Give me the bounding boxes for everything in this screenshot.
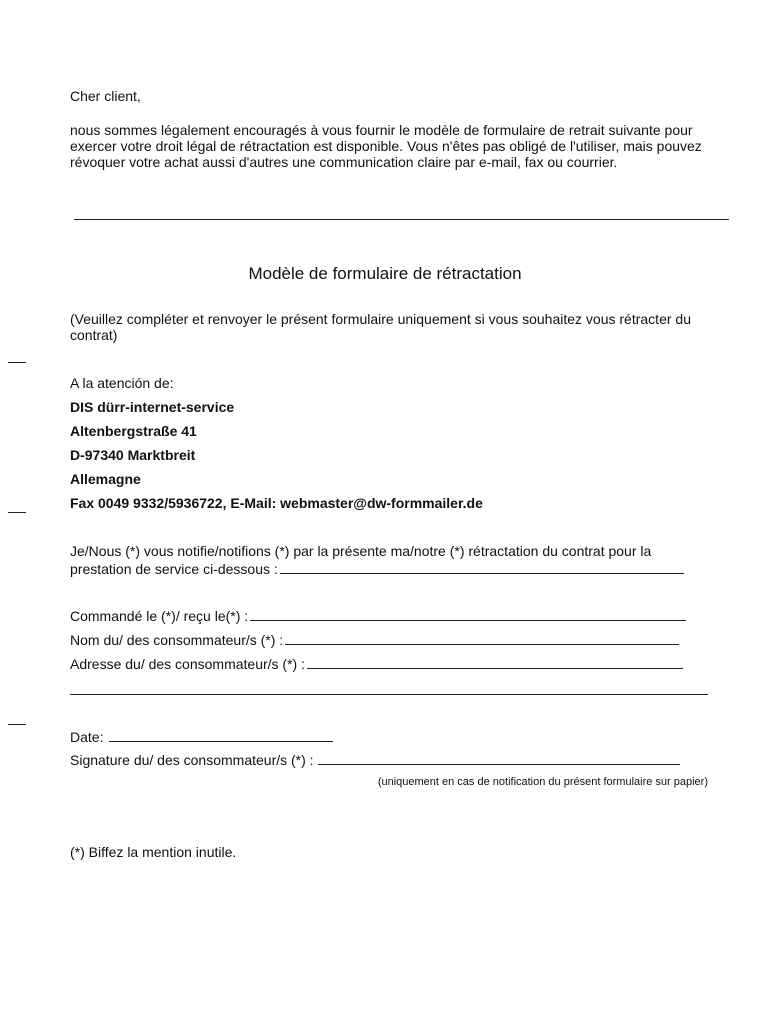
date-row	[70, 728, 333, 745]
city: D-97340 Marktbreit	[70, 447, 196, 463]
country: Allemagne	[70, 471, 141, 487]
notification-text: Je/Nous (*) vous notifie/notifions (*) par la présente ma/notre (*) rétractation du contrat pour la	[70, 543, 652, 559]
signature-row	[70, 751, 680, 768]
name-label: Nom du/ des consommateur/s (*) :	[70, 632, 284, 648]
intro-paragraph: nous sommes légalement encouragés à vous fournir le modèle de formulaire de retrait suivante pour exercer votre droit légal de rétractation est disponible. Vous n'êtes pas obligé de l'utiliser, mais pouvez révoquer votre achat aussi d'autres une communication claire par e-mail, fax ou courrier.	[70, 122, 702, 170]
address-label: Adresse du/ des consommateur/s (*) :	[70, 656, 305, 672]
ordered-label: Commandé le (*)/ reçu le(*) :	[70, 608, 249, 624]
form-instruction: (Veuillez compléter et renvoyer le présent formulaire uniquement si vous souhaitez vous rétracter du contrat)	[70, 311, 691, 343]
service-label: prestation de service ci-dessous :	[70, 561, 278, 577]
fold-mark	[8, 512, 26, 513]
fold-mark	[8, 362, 26, 363]
greeting: Cher client,	[70, 88, 141, 104]
name-input-line[interactable]	[285, 631, 679, 645]
address-extra-line[interactable]	[70, 694, 708, 695]
service-input-line[interactable]	[280, 560, 684, 574]
form-title: Modèle de formulaire de rétractation	[248, 264, 522, 283]
footnote: (*) Biffez la mention inutile.	[70, 844, 237, 860]
address-input-line[interactable]	[307, 655, 683, 669]
name-row	[70, 631, 679, 648]
signature-label: Signature du/ des consommateur/s (*) :	[70, 752, 314, 768]
service-row	[70, 560, 684, 577]
ordered-input-line[interactable]	[250, 607, 686, 621]
company-name: DIS dürr-internet-service	[70, 399, 235, 415]
signature-note: (uniquement en cas de notification du présent formulaire sur papier)	[377, 776, 708, 788]
ordered-row	[70, 607, 686, 624]
separator-line	[74, 219, 729, 220]
address-row	[70, 655, 683, 672]
contact-info: Fax 0049 9332/5936722, E-Mail: webmaster@dw-formmailer.de	[70, 495, 483, 511]
street-address: Altenbergstraße 41	[70, 423, 197, 439]
date-input-line[interactable]	[109, 728, 333, 742]
signature-input-line[interactable]	[318, 751, 680, 765]
fold-mark	[8, 724, 26, 725]
date-label: Date:	[70, 729, 104, 745]
attention-label: A la atención de:	[70, 375, 174, 391]
